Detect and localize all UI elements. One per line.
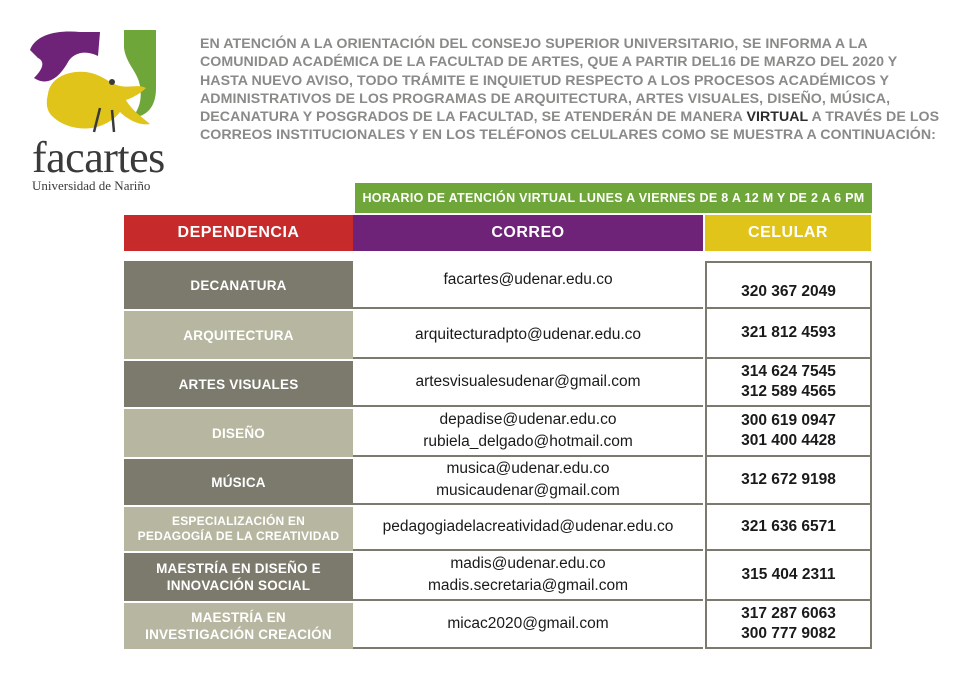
dependency-label: MÚSICA — [211, 474, 266, 490]
dependency-cell — [124, 507, 353, 551]
email-link[interactable]: depadise@udenar.edu.co — [439, 411, 617, 428]
facartes-logo — [28, 28, 188, 193]
email-link[interactable]: facartes@udenar.edu.co — [443, 271, 613, 288]
phone-number: 300 619 0947 — [741, 412, 836, 429]
notice-text-after: A TRAVÉS DE LOS CORREOS INSTITUCIONALES Y EN LOS TELÉFONOS CELULARES COMO SE MUESTRA A CONTINUACIÓN: — [200, 109, 940, 144]
phone-cell — [705, 359, 872, 407]
dependency-cell — [124, 261, 353, 309]
dependency-label: PEDAGOGÍA DE LA CREATIVIDAD — [137, 529, 340, 543]
table-row — [124, 407, 872, 457]
table-row — [124, 309, 872, 359]
phone-cell — [705, 261, 872, 309]
logo-subtitle: Universidad de Nariño — [32, 178, 151, 193]
table-row — [124, 551, 872, 601]
phone-cell — [705, 457, 872, 505]
dependency-cell — [124, 361, 353, 407]
email-link[interactable]: artesvisualesudenar@gmail.com — [415, 373, 641, 390]
email-link[interactable]: musicaudenar@gmail.com — [436, 482, 620, 499]
email-cell — [353, 261, 703, 309]
dependency-label: ARQUITECTURA — [183, 327, 294, 343]
dependency-label: INVESTIGACIÓN CREACIÓN — [145, 627, 332, 642]
phone-number: 300 777 9082 — [741, 625, 836, 642]
dependency-label: MAESTRÍA EN DISEÑO E — [156, 561, 321, 576]
phone-number: 321 812 4593 — [741, 324, 836, 341]
phone-number: 317 287 6063 — [741, 605, 836, 622]
email-link[interactable]: musica@udenar.edu.co — [446, 460, 610, 477]
hours-banner: HORARIO DE ATENCIÓN VIRTUAL LUNES A VIERNES DE 8 A 12 M Y DE 2 A 6 PM — [355, 183, 872, 213]
email-cell — [353, 551, 703, 601]
dependency-cell — [124, 409, 353, 457]
phone-number: 320 367 2049 — [741, 283, 836, 300]
email-link[interactable]: micac2020@gmail.com — [447, 615, 609, 632]
table-row — [124, 359, 872, 407]
phone-cell — [705, 309, 872, 359]
notice-highlight: VIRTUAL — [746, 109, 809, 126]
email-link[interactable]: pedagogiadelacreatividad@udenar.edu.co — [382, 518, 674, 535]
header-dependencia: DEPENDENCIA — [124, 215, 353, 251]
dependency-cell — [124, 459, 353, 505]
phone-number: 315 404 2311 — [741, 566, 836, 583]
header-celular: CELULAR — [705, 215, 871, 251]
dependency-label: ESPECIALIZACIÓN EN — [172, 514, 305, 528]
table-row — [124, 457, 872, 505]
phone-number: 321 636 6571 — [741, 518, 836, 535]
email-cell — [353, 359, 703, 407]
phone-cell — [705, 407, 872, 457]
phone-number: 301 400 4428 — [741, 432, 836, 449]
table-row — [124, 505, 872, 551]
dependency-label: ARTES VISUALES — [178, 376, 299, 392]
phone-cell — [705, 505, 872, 551]
phone-cell — [705, 551, 872, 601]
table-row — [124, 261, 872, 309]
header-correo: CORREO — [353, 215, 703, 251]
email-cell — [353, 407, 703, 457]
phone-number: 312 672 9198 — [741, 471, 836, 488]
logo-wordmark: facartes — [32, 133, 165, 182]
dependency-label: INNOVACIÓN SOCIAL — [166, 578, 311, 593]
notice-paragraph — [200, 35, 945, 145]
email-cell — [353, 309, 703, 359]
phone-number: 312 589 4565 — [741, 383, 836, 400]
phone-cell — [705, 601, 872, 649]
email-link[interactable]: madis@udenar.edu.co — [450, 555, 606, 572]
email-link[interactable]: madis.secretaria@gmail.com — [427, 577, 629, 594]
dependency-cell — [124, 553, 353, 601]
email-cell — [353, 601, 703, 649]
dependency-cell — [124, 603, 353, 649]
table-row — [124, 601, 872, 649]
phone-number: 314 624 7545 — [741, 363, 836, 380]
dependency-label: DECANATURA — [190, 277, 287, 293]
email-cell — [353, 457, 703, 505]
notice-text-before: EN ATENCIÓN A LA ORIENTACIÓN DEL CONSEJO SUPERIOR UNIVERSITARIO, SE INFORMA A LA COMUNIDAD ACADÉMICA DE LA FACULTAD DE ARTES, QUE A PARTIR DEL16 DE MARZO DEL 2020 Y HASTA NUEVO AVISO, TODO TRÁMITE E INQUIETUD RESPECTO A LOS PROCESOS ACADÉMICOS Y ADMINISTRATIVOS DE LOS PROGRAMAS DE ARQUITECTURA, ARTES VISUALES, DISEÑO, MÚSICA, DECANATURA Y POSGRADOS DE LA FACULTAD, SE ATENDERÁN DE MANERA — [200, 36, 898, 126]
email-link[interactable]: rubiela_delgado@hotmail.com — [423, 433, 633, 450]
dependency-cell — [124, 311, 353, 359]
dependency-label: MAESTRÍA EN — [191, 610, 286, 625]
dependency-label: DISEÑO — [212, 425, 265, 441]
email-link[interactable]: arquitecturadpto@udenar.edu.co — [414, 326, 641, 343]
email-cell — [353, 505, 703, 551]
